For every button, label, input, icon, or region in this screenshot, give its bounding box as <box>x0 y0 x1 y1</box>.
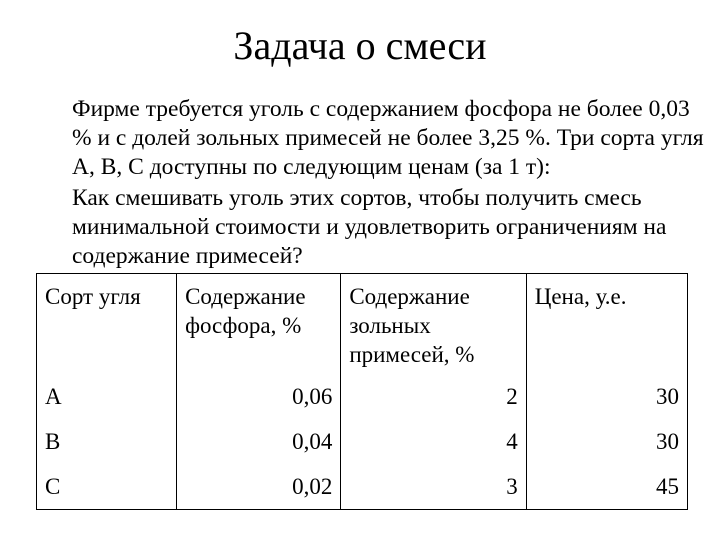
cell-grade: A <box>37 374 177 419</box>
cell-ash: 4 <box>341 419 526 464</box>
header-ash: Содержание зольных примесей, % <box>341 274 526 375</box>
cell-price: 45 <box>656 474 679 499</box>
header-phosphorus: Содержание фосфора, % <box>177 274 341 375</box>
table-header-row <box>37 274 688 375</box>
header-coal-grade: Сорт угля <box>37 274 177 375</box>
slide-title: Задача о смеси <box>233 23 487 68</box>
cell-grade: B <box>37 419 177 464</box>
coal-data-table <box>36 273 688 510</box>
table-row <box>37 419 688 464</box>
cell-phosphorus: 0,06 <box>177 374 341 419</box>
cell-phosphorus: 0,04 <box>177 419 341 464</box>
cell-ash: 2 <box>341 374 526 419</box>
problem-paragraph-2: Как смешивать уголь этих сортов, чтобы получить смесь минимальной стоимости и удовлетворить ограничениям на содержание примесей? <box>72 185 667 269</box>
cell-ash: 3 <box>341 464 526 510</box>
cell-price: 30 <box>656 384 679 409</box>
table-row <box>37 464 688 510</box>
header-price: Цена, у.е. <box>534 284 627 309</box>
cell-phosphorus: 0,02 <box>177 464 341 510</box>
table-row <box>37 374 688 419</box>
problem-paragraph-1: Фирме требуется уголь с содержанием фосфора не более 0,03 % и с долей зольных примесей не более 3,25 %. Три сорта угля A, B, C доступны по следующим ценам (за 1 т): <box>72 96 704 180</box>
cell-price: 30 <box>656 429 679 454</box>
cell-grade: C <box>37 464 177 510</box>
problem-statement <box>72 95 712 271</box>
